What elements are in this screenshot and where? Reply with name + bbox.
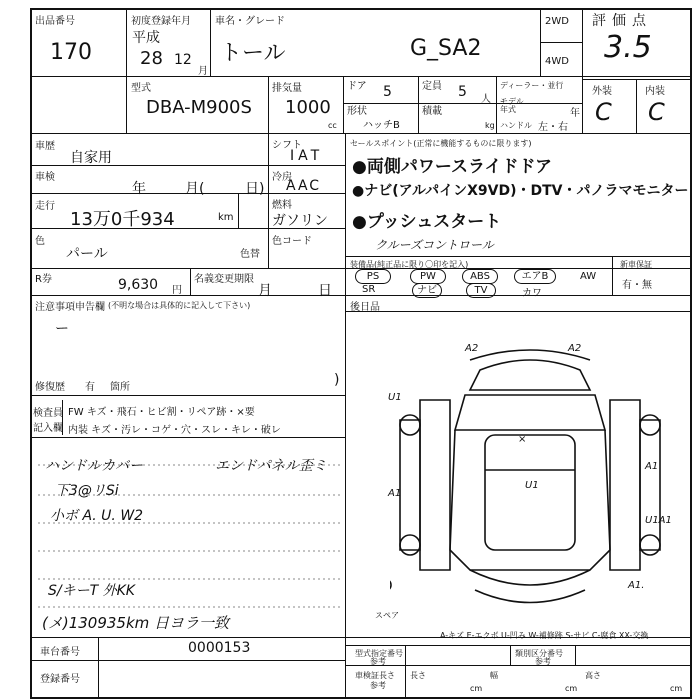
shift-label: シフト — [272, 140, 302, 151]
grade: G_SA2 — [410, 36, 482, 61]
first-reg-label: 初度登録年月 — [131, 16, 191, 27]
ac-label: 冷房 — [272, 172, 292, 183]
mark-a1-left: A1 — [388, 488, 402, 499]
inspection-year: 年 — [132, 181, 146, 197]
notes-label: 注意事項申告欄 — [35, 302, 105, 313]
inspector-row-interior: 内装 キズ・汚レ・コゲ・穴・スレ・キレ・破レ — [68, 425, 281, 436]
lot-number: 170 — [50, 40, 92, 65]
repair-unit: 箇所 — [110, 382, 130, 393]
new-vehicle-label: 新車保証 — [620, 260, 652, 269]
usage-label: 車歴 — [35, 141, 55, 152]
mark-u1-center: U1 — [525, 480, 539, 491]
chassis-label: 車台番号 — [40, 647, 80, 658]
color-code-label: 色コード — [272, 236, 312, 247]
sales-item-2: ●ナビ(アルパインX9VD)・DTV・パノラマモニター — [352, 183, 689, 199]
doors: 5 — [383, 84, 392, 100]
mark-u1a1: U1A1 — [645, 515, 672, 526]
mark-a2-right: A2 — [568, 343, 582, 354]
drive-4wd: 4WD — [545, 56, 569, 67]
mark-a1-right: A1 — [645, 461, 659, 472]
wheelbase-ref: 参考 — [370, 681, 386, 690]
spare-label: スペア — [375, 611, 399, 620]
class-ref: 参考 — [535, 657, 551, 666]
notes-dash: ー — [55, 321, 69, 337]
class-label: 類別区分番号 — [515, 649, 563, 658]
remark-left-2: 下3@リSi — [55, 483, 119, 499]
remark-bottom-2: (メ)130935km 日ヨラ一致 — [42, 614, 230, 632]
equip-airbag: エアB — [514, 269, 556, 284]
chassis-number: 0000153 — [188, 640, 251, 656]
mileage: 13万0千934 — [70, 209, 175, 230]
color: パール — [66, 246, 108, 262]
inspector-row-fw: FW キズ・飛石・ヒビ割・リペア跡・×要 — [68, 407, 255, 418]
km-unit: km — [218, 212, 234, 223]
fuel: ガソリン — [272, 213, 328, 229]
notes-sublabel: (不明な場合は具体的に記入して下さい) — [108, 301, 251, 310]
displacement-label: 排気量 — [272, 83, 302, 94]
sales-item-3: ●プッシュスタート — [352, 212, 502, 232]
length-label: 長さ — [410, 671, 426, 680]
car-name: トール — [220, 41, 286, 66]
border-right — [690, 8, 692, 698]
model-year-label: モデル年式 — [500, 97, 524, 114]
interior-grade: C — [648, 98, 665, 126]
doors-label: ドア — [347, 81, 367, 92]
score: 3.5 — [604, 30, 652, 65]
damage-legend: A-キズ E-エクボ U-凹み W-補修跡 S-サビ C-腐食 XX-交換 — [440, 631, 649, 640]
wheelbase-label: 車検証長さ — [355, 671, 395, 680]
equip-sr: SR — [362, 284, 376, 295]
reg-year: 28 — [140, 48, 163, 69]
body: ハッチB — [363, 120, 400, 131]
month-unit: 月 — [198, 66, 208, 77]
border-bottom — [30, 697, 692, 699]
body-label: 形状 — [347, 106, 367, 117]
after-market-label: 後日品 — [350, 302, 380, 313]
sales-point-label: セールスポイント(正常に機能するものに限ります) — [350, 139, 532, 148]
equip-abs: ABS — [462, 269, 498, 284]
mark-x: × — [518, 434, 527, 445]
equip-navi: ナビ — [412, 283, 442, 298]
capacity-label: 定員 — [422, 81, 442, 92]
height-cm: cm — [670, 684, 683, 693]
load-label: 積載 — [422, 106, 442, 117]
handle-label: ハンドル — [500, 121, 532, 130]
score-label: 評価点 — [592, 13, 652, 29]
sales-item-1: ●両側パワースライドドア — [352, 157, 552, 177]
type-spec-label: 型式指定番号 — [355, 649, 403, 658]
car-name-label: 車名・グレード — [215, 16, 285, 27]
inspector-label-2: 記入欄 — [33, 423, 63, 434]
mark-a2-left: A2 — [465, 343, 479, 354]
repair-bracket: ) — [334, 372, 340, 388]
year-unit: 年 — [570, 108, 580, 119]
era: 平成 — [132, 30, 160, 46]
equip-tv: TV — [466, 283, 496, 298]
inspection-label: 車検 — [35, 172, 55, 183]
width-label: 幅 — [490, 671, 498, 680]
mileage-label: 走行 — [35, 201, 55, 212]
deadline-month: 月 — [258, 283, 272, 299]
remark-left-1: ハンドルカバー — [45, 458, 143, 474]
model-label: 型式 — [131, 83, 151, 94]
sales-handwritten: クルーズコントロール — [375, 238, 494, 252]
inspector-label-1: 検査員 — [33, 408, 63, 419]
equip-ps: PS — [355, 269, 391, 284]
color-change-label: 色替 — [240, 249, 260, 260]
inspection-month: 月( — [185, 181, 205, 197]
repair-value: 有 — [85, 382, 95, 393]
cc-unit: cc — [328, 121, 337, 130]
kg-unit: kg — [485, 121, 495, 130]
equip-pw: PW — [410, 269, 446, 284]
lot-label: 出品番号 — [35, 16, 75, 27]
model: DBA-M900S — [146, 97, 252, 118]
mark-u1-left: U1 — [388, 392, 402, 403]
deadline-day: 日 — [318, 283, 332, 299]
exterior-label: 外装 — [592, 86, 612, 97]
mark-a1-rear: A1. — [628, 580, 645, 591]
repair-label: 修復歴 — [35, 382, 65, 393]
type-spec-ref: 参考 — [370, 657, 386, 666]
yen-unit: 円 — [172, 285, 182, 296]
width-cm: cm — [565, 684, 578, 693]
reg-month: 12 — [174, 52, 192, 68]
drive-2wd: 2WD — [545, 16, 569, 27]
dealer-label: ディーラー・並行 — [500, 81, 564, 90]
capacity: 5 — [458, 84, 467, 100]
color-label: 色 — [35, 236, 45, 247]
equip-leather: カワ — [522, 288, 542, 299]
shift: IAT — [290, 148, 324, 164]
ac: AAC — [286, 178, 322, 194]
inspection-day: 日) — [245, 181, 265, 197]
equip-aw: AW — [580, 271, 597, 282]
reg-no-label: 登録番号 — [40, 674, 80, 685]
person-unit: 人 — [481, 94, 491, 105]
remark-bottom-1: S/キーT 外KK — [48, 583, 135, 599]
displacement: 1000 — [285, 97, 331, 118]
interior-label: 内装 — [645, 86, 665, 97]
handle: 左・右 — [538, 122, 568, 133]
exterior-grade: C — [595, 98, 612, 126]
equipment-label: 装備品(純正品に限り〇印を記入) — [350, 260, 469, 269]
title-deadline-label: 名義変更期限 — [194, 274, 254, 285]
remark-left-3: 小ボ A. U. W2 — [50, 508, 144, 524]
recycle-label: R券 — [35, 274, 52, 285]
fuel-label: 燃料 — [272, 200, 292, 211]
warranty: 有・無 — [622, 280, 652, 291]
height-label: 高さ — [585, 671, 601, 680]
usage: 自家用 — [70, 150, 112, 166]
remark-right-1: エンドパネル歪ミ — [215, 458, 327, 474]
recycle-fee: 9,630 — [118, 277, 159, 293]
length-cm: cm — [470, 684, 483, 693]
